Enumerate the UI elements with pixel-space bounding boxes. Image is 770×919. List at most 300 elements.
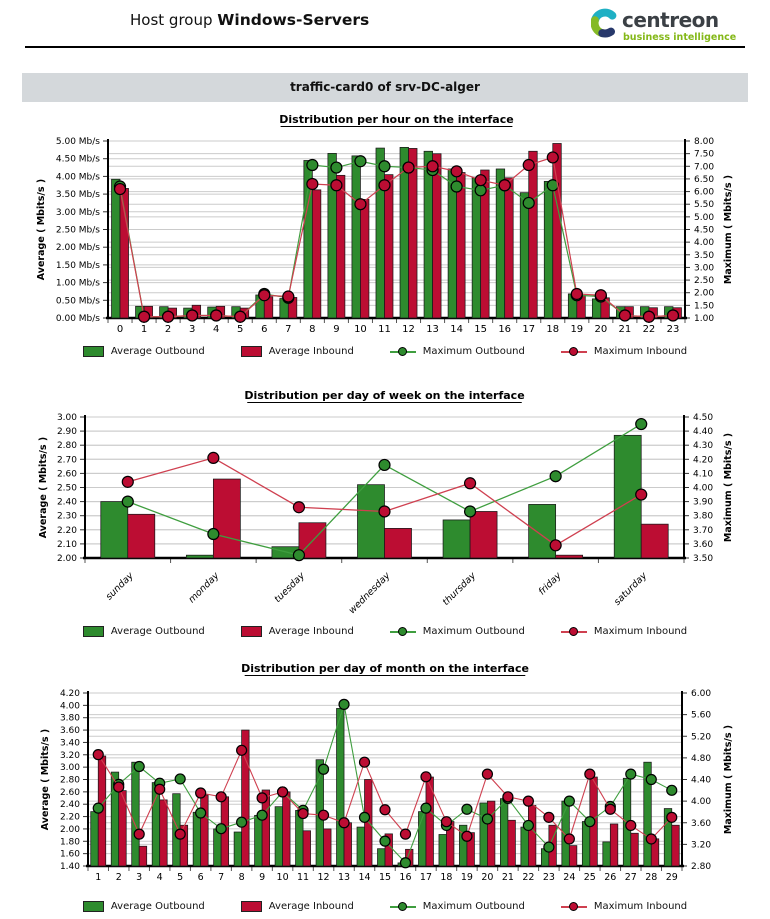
bar-average-inbound [324, 829, 332, 866]
left-axis-tick-label: 2.00 Mb/s [55, 243, 100, 254]
legend-label: Average Outbound [110, 625, 205, 637]
legend-swatch-average-outbound-icon [83, 901, 104, 912]
right-axis-tick-label: 4.80 [691, 753, 712, 764]
legend-marker-maximum-inbound-icon [561, 626, 587, 637]
bar-average-outbound [275, 807, 283, 866]
dot-maximum-outbound [482, 814, 492, 824]
legend-marker-maximum-outbound-icon [390, 901, 416, 912]
bar-average-outbound [214, 829, 222, 866]
dot-maximum-inbound [544, 812, 554, 822]
left-axis-title: Average ( Mbits/s ) [36, 178, 47, 281]
page-title-hostgroup: Windows-Servers [217, 11, 370, 29]
bar-average-inbound [457, 173, 466, 318]
dot-maximum-inbound [93, 750, 103, 760]
dot-maximum-outbound [421, 803, 431, 813]
right-axis-tick-label: 2.80 [691, 862, 712, 872]
x-axis-category-label: 3 [136, 872, 143, 883]
right-axis-tick-label: 4.40 [693, 427, 714, 438]
x-axis-category-label: sunday [103, 570, 136, 603]
dot-maximum-inbound [114, 782, 124, 792]
dot-maximum-inbound [451, 166, 462, 177]
bar-average-outbound [378, 849, 386, 866]
legend-item-maximum-inbound [561, 626, 687, 637]
legend-marker-maximum-outbound-icon [390, 346, 416, 357]
right-axis-tick-label: 6.50 [694, 174, 715, 185]
legend-swatch-average-inbound-icon [241, 626, 262, 637]
right-axis-tick-label: 4.00 [694, 238, 715, 249]
dot-maximum-inbound [331, 180, 342, 191]
section-title-bar [22, 73, 748, 102]
dot-maximum-inbound [319, 810, 329, 820]
x-axis-category-label: 9 [259, 872, 266, 883]
bar-average-inbound [505, 178, 514, 318]
right-axis-tick-label: 4.40 [691, 775, 712, 786]
left-axis-tick-label: 2.40 [56, 497, 77, 508]
bar-average-inbound [384, 175, 393, 318]
dot-maximum-outbound [216, 824, 226, 834]
line-maximum-outbound [120, 161, 673, 317]
bar-average-outbound [328, 153, 337, 318]
dot-maximum-outbound [523, 820, 533, 830]
x-axis-category-label: 2 [164, 324, 172, 335]
left-axis-tick-label: 1.50 Mb/s [55, 260, 100, 271]
left-axis-tick-label: 2.60 [56, 469, 77, 480]
x-axis-category-label: 13 [426, 324, 439, 335]
dot-maximum-inbound [619, 310, 630, 321]
dot-maximum-inbound [155, 784, 165, 794]
legend-item-maximum-outbound [390, 626, 525, 637]
left-axis-tick-label: 2.40 [59, 800, 80, 811]
left-axis-tick-label: 2.90 [56, 427, 77, 438]
legend-label: Maximum Outbound [422, 625, 525, 637]
x-axis-category-label: 19 [570, 324, 584, 335]
dot-maximum-outbound [465, 506, 476, 517]
chart-title: Distribution per day of week on the interface [244, 389, 525, 402]
x-axis-category-label: saturday [611, 570, 650, 608]
left-axis-tick-label: 2.20 [56, 525, 77, 536]
bar-average-inbound [201, 795, 209, 866]
legend-swatch-average-inbound-icon [241, 901, 262, 912]
legend-item-average-inbound [241, 346, 354, 357]
right-axis-tick-label: 4.50 [693, 413, 714, 423]
bar-average-outbound [234, 832, 242, 866]
x-axis-category-label: 27 [624, 872, 637, 883]
x-axis-category-label: 5 [237, 324, 244, 335]
dot-maximum-outbound [237, 817, 247, 827]
dot-maximum-outbound [208, 529, 219, 540]
legend-marker-maximum-inbound-icon [561, 901, 587, 912]
left-axis-tick-label: 2.80 [56, 441, 77, 452]
dot-maximum-inbound [237, 745, 247, 755]
right-axis-tick-label: 7.50 [694, 149, 715, 160]
left-axis-tick-label: 1.80 [59, 837, 80, 848]
section-title: traffic-card0 of srv-DC-alger [290, 80, 480, 94]
bar-average-outbound [520, 193, 529, 318]
x-axis-category-label: wednesday [346, 570, 393, 617]
legend-label: Average Outbound [110, 345, 205, 357]
x-axis-category-label: 14 [358, 872, 371, 883]
dot-maximum-inbound [283, 291, 294, 302]
bar-average-inbound [213, 479, 240, 558]
left-axis-tick-label: 4.50 Mb/s [55, 154, 100, 165]
chart-month-legend [0, 897, 770, 915]
dot-maximum-inbound [293, 502, 304, 513]
dot-maximum-outbound [355, 156, 366, 167]
right-axis-tick-label: 7.00 [694, 162, 715, 173]
dot-maximum-outbound [585, 817, 595, 827]
dot-maximum-inbound [208, 452, 219, 463]
dot-maximum-outbound [646, 775, 656, 785]
x-axis-category-label: 21 [501, 872, 514, 883]
dot-maximum-outbound [122, 496, 133, 507]
dot-maximum-outbound [550, 471, 561, 482]
left-axis-tick-label: 0.00 Mb/s [55, 314, 100, 324]
left-axis-tick-label: 4.20 [59, 689, 80, 699]
bar-average-inbound [641, 524, 668, 558]
bar-average-outbound [337, 708, 345, 866]
left-axis-tick-label: 1.00 Mb/s [55, 278, 100, 289]
x-axis-category-label: 1 [95, 872, 102, 883]
dot-maximum-inbound [139, 311, 150, 322]
right-axis-tick-label: 6.00 [691, 689, 712, 699]
x-axis-category-label: 23 [542, 872, 555, 883]
x-axis-category-label: 15 [474, 324, 488, 335]
bar-average-inbound [344, 823, 352, 866]
left-axis-tick-label: 2.50 Mb/s [55, 225, 100, 236]
x-axis-category-label: 7 [218, 872, 225, 883]
dot-maximum-inbound [257, 793, 267, 803]
chart-week-legend [0, 622, 770, 640]
x-axis-category-label: 20 [594, 324, 608, 335]
bar-average-inbound [556, 555, 583, 558]
dot-maximum-outbound [379, 459, 390, 470]
bar-average-outbound [480, 803, 488, 866]
dot-maximum-inbound [360, 757, 370, 767]
legend-item-maximum-outbound [390, 346, 525, 357]
left-axis-tick-label: 0.50 Mb/s [55, 296, 100, 307]
left-axis-tick-label: 3.00 [59, 763, 80, 774]
bar-average-inbound [128, 514, 155, 558]
dot-maximum-inbound [523, 160, 534, 171]
chart-title: Distribution per hour on the interface [279, 113, 514, 126]
dot-maximum-outbound [134, 762, 144, 772]
left-axis-tick-label: 3.40 [59, 738, 80, 749]
bar-average-inbound [508, 820, 516, 866]
x-axis-category-label: 14 [450, 324, 463, 335]
x-axis-category-label: thursday [440, 570, 479, 608]
right-axis-title: Maximum ( Mbits/s ) [723, 432, 734, 543]
logo-c-navy-segment [602, 32, 611, 34]
bar-average-outbound [496, 169, 505, 318]
x-axis-category-label: tuesday [272, 570, 308, 606]
x-axis-category-label: 22 [642, 324, 656, 335]
dot-maximum-outbound [380, 836, 390, 846]
legend-label: Maximum Outbound [422, 345, 525, 357]
report-header [25, 0, 745, 48]
bar-average-outbound [472, 178, 481, 318]
x-axis-category-label: 13 [337, 872, 351, 883]
left-axis-tick-label: 3.00 [56, 413, 77, 423]
legend-marker-maximum-inbound-icon [561, 346, 587, 357]
x-axis-category-label: 4 [156, 872, 163, 883]
bar-average-inbound [470, 511, 497, 558]
right-axis-title: Maximum ( Mbits/s ) [723, 724, 734, 835]
right-axis-tick-label: 3.50 [694, 250, 715, 261]
dot-maximum-inbound [643, 311, 654, 322]
legend-item-average-outbound [83, 901, 205, 912]
bar-average-inbound [487, 801, 495, 866]
bar-average-inbound [631, 833, 639, 866]
bar-average-inbound [553, 143, 562, 318]
legend-label: Maximum Inbound [593, 625, 688, 637]
bar-average-inbound [529, 151, 538, 318]
bar-average-outbound [358, 485, 385, 558]
bar-average-outbound [255, 815, 263, 866]
dot-maximum-outbound [636, 419, 647, 430]
bar-average-outbound [112, 179, 121, 318]
dot-maximum-outbound [93, 803, 103, 813]
legend-item-average-inbound [241, 901, 354, 912]
bar-average-inbound [360, 199, 369, 318]
right-axis-tick-label: 2.00 [694, 288, 715, 299]
dot-maximum-outbound [379, 161, 390, 172]
left-axis-tick-label: 4.00 [59, 701, 80, 712]
bar-average-outbound [357, 827, 365, 866]
dot-maximum-outbound [196, 808, 206, 818]
left-axis-tick-label: 1.40 [59, 862, 80, 872]
left-axis-tick-label: 4.00 Mb/s [55, 172, 100, 183]
x-axis-category-label: 17 [522, 324, 536, 335]
right-axis-tick-label: 3.80 [693, 511, 714, 522]
legend-label: Average Outbound [110, 900, 205, 912]
dot-maximum-inbound [482, 769, 492, 779]
chart-distribution-per-day-of-week [0, 385, 770, 620]
legend-item-maximum-inbound [561, 901, 687, 912]
dot-maximum-inbound [547, 152, 558, 163]
x-axis-category-label: 2 [115, 872, 122, 883]
x-axis-category-label: 15 [378, 872, 392, 883]
left-axis-title: Average ( Mbits/s ) [38, 436, 49, 539]
dot-maximum-inbound [626, 820, 636, 830]
bar-average-inbound [385, 528, 412, 558]
bar-average-outbound [500, 799, 508, 866]
x-axis-category-label: 12 [402, 324, 415, 335]
dot-maximum-outbound [626, 769, 636, 779]
right-axis-tick-label: 5.50 [694, 200, 715, 211]
dot-maximum-outbound [544, 842, 554, 852]
x-axis-category-label: 6 [261, 324, 268, 335]
bar-average-outbound [603, 842, 611, 866]
x-axis-category-label: 18 [546, 324, 560, 335]
bar-average-outbound [186, 555, 213, 558]
right-axis-tick-label: 3.50 [693, 554, 714, 564]
bar-average-outbound [521, 827, 529, 866]
bar-average-outbound [352, 156, 361, 318]
dot-maximum-inbound [187, 310, 198, 321]
dot-maximum-outbound [667, 785, 677, 795]
dot-maximum-inbound [667, 812, 677, 822]
bar-average-outbound [418, 812, 426, 866]
legend-label: Average Inbound [268, 345, 354, 357]
dot-maximum-outbound [564, 796, 574, 806]
x-axis-category-label: 4 [213, 324, 220, 335]
dot-maximum-outbound [360, 812, 370, 822]
left-axis-title: Average ( Mbits/s ) [40, 728, 51, 831]
dot-maximum-inbound [163, 311, 174, 322]
x-axis-category-label: 11 [297, 872, 310, 883]
x-axis-category-label: 22 [522, 872, 535, 883]
x-axis-category-label: 24 [563, 872, 576, 883]
legend-swatch-average-outbound-icon [83, 346, 104, 357]
x-axis-category-label: 19 [460, 872, 473, 883]
legend-marker-maximum-outbound-icon [390, 626, 416, 637]
dot-maximum-inbound [499, 180, 510, 191]
left-axis-tick-label: 3.20 [59, 750, 80, 761]
dot-maximum-inbound [475, 175, 486, 186]
left-axis-tick-label: 2.00 [56, 554, 77, 564]
bar-average-outbound [439, 834, 447, 866]
bar-average-inbound [433, 154, 442, 318]
left-axis-tick-label: 2.50 [56, 483, 77, 494]
dot-maximum-outbound [475, 185, 486, 196]
logo-tagline: business intelligence [623, 32, 737, 43]
x-axis-category-label: monday [186, 570, 222, 606]
right-axis-tick-label: 5.00 [694, 212, 715, 223]
dot-maximum-inbound [216, 792, 226, 802]
dot-maximum-inbound [605, 804, 615, 814]
chart-distribution-per-hour [0, 108, 770, 340]
x-axis-category-label: 26 [604, 872, 617, 883]
x-axis-category-label: 16 [399, 872, 412, 883]
right-axis-tick-label: 4.20 [693, 455, 714, 466]
x-axis-category-label: 0 [116, 324, 124, 335]
bar-average-inbound [672, 825, 680, 866]
dot-maximum-inbound [400, 829, 410, 839]
logo-wordmark: centreon [622, 8, 719, 32]
dot-maximum-inbound [259, 290, 270, 301]
bar-average-outbound [101, 502, 128, 558]
dot-maximum-outbound [400, 858, 410, 868]
dot-maximum-outbound [462, 804, 472, 814]
right-axis-tick-label: 4.10 [693, 469, 714, 480]
dot-maximum-inbound [278, 787, 288, 797]
dot-maximum-inbound [595, 290, 606, 301]
bar-average-inbound [528, 805, 536, 866]
dot-maximum-outbound [257, 810, 267, 820]
legend-item-maximum-inbound [561, 346, 687, 357]
left-axis-tick-label: 2.60 [59, 787, 80, 798]
dot-maximum-outbound [319, 764, 329, 774]
bar-average-outbound [91, 812, 99, 866]
left-axis-tick-label: 2.80 [59, 775, 80, 786]
right-axis-title: Maximum ( Mbits/s ) [723, 174, 734, 285]
left-axis-tick-label: 3.50 Mb/s [55, 190, 100, 201]
right-axis-tick-label: 4.00 [693, 483, 714, 494]
x-axis-category-label: 29 [665, 872, 678, 883]
right-axis-tick-label: 8.00 [694, 137, 715, 147]
dot-maximum-inbound [465, 478, 476, 489]
right-axis-tick-label: 3.60 [691, 818, 712, 829]
bar-average-inbound [569, 846, 577, 866]
bar-average-outbound [132, 762, 140, 866]
x-axis-category-label: 8 [309, 324, 316, 335]
right-axis-tick-label: 5.60 [691, 710, 712, 721]
bar-average-inbound [409, 148, 418, 318]
x-axis-category-label: 3 [188, 324, 196, 335]
x-axis-category-label: 9 [333, 324, 340, 335]
left-axis-tick-label: 2.70 [56, 455, 77, 466]
right-axis-tick-label: 1.50 [694, 301, 715, 312]
dot-maximum-inbound [636, 489, 647, 500]
dot-maximum-inbound [462, 831, 472, 841]
left-axis-tick-label: 2.30 [56, 511, 77, 522]
centreon-logo [591, 2, 759, 46]
dot-maximum-inbound [196, 788, 206, 798]
left-axis-tick-label: 2.10 [56, 539, 77, 550]
bar-average-inbound [336, 175, 345, 318]
dot-maximum-inbound [307, 178, 318, 189]
chart-hour-legend [0, 342, 770, 360]
dot-maximum-inbound [441, 817, 451, 827]
dot-maximum-inbound [379, 180, 390, 191]
x-axis-category-label: 1 [140, 324, 148, 335]
x-axis-category-label: 25 [583, 872, 596, 883]
right-axis-tick-label: 4.00 [691, 797, 712, 808]
bar-average-outbound [193, 812, 201, 866]
right-axis-tick-label: 3.60 [693, 539, 714, 550]
dot-maximum-inbound [403, 162, 414, 173]
legend-label: Average Inbound [268, 625, 354, 637]
dot-maximum-inbound [211, 310, 222, 321]
left-axis-tick-label: 2.20 [59, 812, 80, 823]
x-axis-category-label: 5 [177, 872, 184, 883]
bar-average-inbound [312, 190, 321, 318]
legend-label: Maximum Outbound [422, 900, 525, 912]
bar-average-outbound [376, 148, 385, 318]
dot-maximum-inbound [235, 311, 246, 322]
x-axis-category-label: 10 [354, 324, 367, 335]
x-axis-category-label: 11 [378, 324, 391, 335]
dot-maximum-inbound [646, 834, 656, 844]
x-axis-category-label: 12 [317, 872, 330, 883]
right-axis-tick-label: 1.00 [694, 314, 715, 324]
dot-maximum-inbound [380, 805, 390, 815]
x-axis-category-label: 16 [498, 324, 512, 335]
legend-label: Maximum Inbound [593, 345, 688, 357]
dot-maximum-inbound [355, 199, 366, 210]
x-axis-category-label: friday [536, 570, 564, 598]
bar-average-inbound [303, 831, 311, 866]
legend-item-maximum-outbound [390, 901, 525, 912]
x-axis-category-label: 28 [645, 872, 658, 883]
left-axis-tick-label: 3.60 [59, 726, 80, 737]
dot-maximum-inbound [585, 769, 595, 779]
x-axis-category-label: 20 [481, 872, 494, 883]
bar-average-outbound [152, 783, 160, 866]
legend-swatch-average-inbound-icon [241, 346, 262, 357]
bar-average-inbound [139, 846, 147, 866]
bar-average-inbound [610, 824, 618, 866]
left-axis-tick-label: 5.00 Mb/s [55, 137, 100, 147]
bar-average-inbound [283, 792, 291, 866]
right-axis-tick-label: 6.00 [694, 187, 715, 198]
left-axis-tick-label: 3.80 [59, 713, 80, 724]
dot-maximum-outbound [339, 699, 349, 709]
dot-maximum-inbound [298, 809, 308, 819]
legend-item-average-outbound [83, 626, 205, 637]
right-axis-tick-label: 3.20 [691, 840, 712, 851]
left-axis-tick-label: 1.60 [59, 849, 80, 860]
